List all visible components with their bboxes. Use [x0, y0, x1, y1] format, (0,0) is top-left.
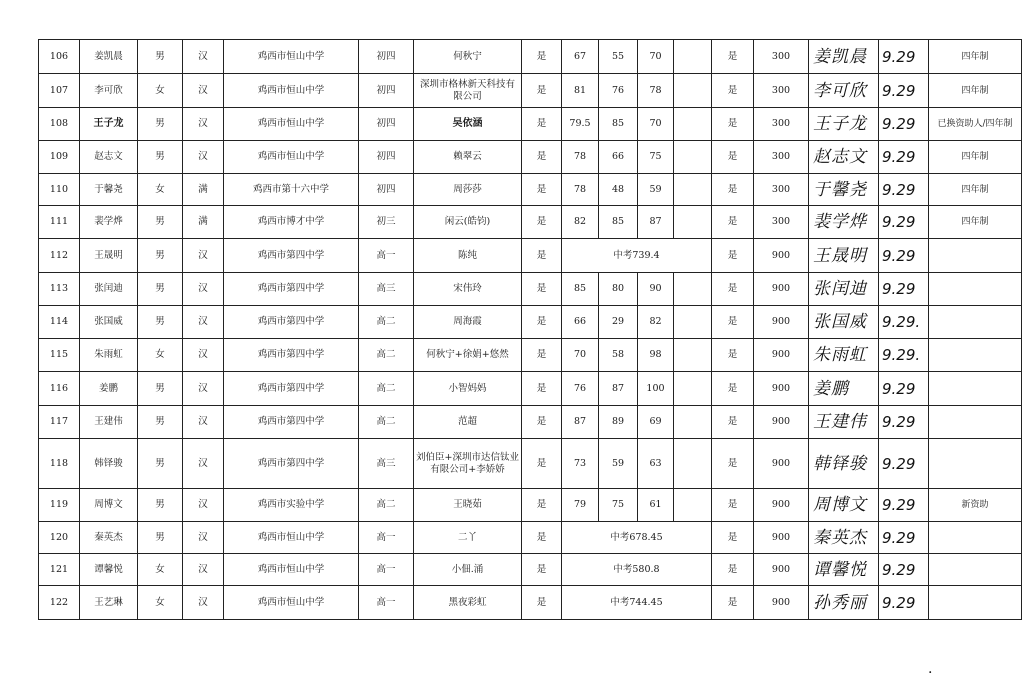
table-row [39, 406, 1022, 439]
amount-cell: 300 [754, 206, 809, 239]
score-cell: 59 [638, 174, 674, 206]
school-cell: 鸡西市博才中学 [224, 206, 359, 239]
confirm-flag-cell: 是 [712, 522, 754, 554]
note-cell [929, 406, 1022, 439]
signature-cell: 孙秀丽 [809, 586, 879, 620]
signature-cell: 赵志文 [809, 141, 879, 174]
amount-cell: 300 [754, 174, 809, 206]
confirm-flag-cell: 是 [712, 439, 754, 489]
sponsor-cell: 黑夜彩虹 [414, 586, 522, 620]
row-number-cell: 109 [39, 141, 80, 174]
blank-cell [674, 273, 712, 306]
signature-cell: 王子龙 [809, 108, 879, 141]
flag-cell: 是 [522, 74, 562, 108]
row-number-cell: 117 [39, 406, 80, 439]
student-name-cell: 裴学烨 [80, 206, 138, 239]
blank-cell [674, 40, 712, 74]
signed-date-cell: 9.29 [879, 108, 929, 141]
amount-cell: 300 [754, 40, 809, 74]
row-number-cell: 112 [39, 239, 80, 273]
score-cell: 73 [562, 439, 599, 489]
amount-cell: 900 [754, 489, 809, 522]
flag-cell: 是 [522, 108, 562, 141]
student-name-cell: 于馨尧 [80, 174, 138, 206]
gender-cell: 男 [138, 406, 183, 439]
sponsor-cell: 何秋宁 [414, 40, 522, 74]
sponsor-cell: 小智妈妈 [414, 372, 522, 406]
flag-cell: 是 [522, 174, 562, 206]
blank-cell [674, 406, 712, 439]
school-cell: 鸡西市恒山中学 [224, 108, 359, 141]
row-number-cell: 122 [39, 586, 80, 620]
signed-date-cell: 9.29 [879, 174, 929, 206]
signature-cell: 韩铎骏 [809, 439, 879, 489]
sponsor-cell: 宋伟玲 [414, 273, 522, 306]
blank-cell [674, 306, 712, 339]
confirm-flag-cell: 是 [712, 74, 754, 108]
blank-cell [674, 339, 712, 372]
sponsor-cell: 吴依涵 [414, 108, 522, 141]
amount-cell: 900 [754, 273, 809, 306]
ethnicity-cell: 汉 [183, 489, 224, 522]
signed-date-cell: 9.29 [879, 372, 929, 406]
confirm-flag-cell: 是 [712, 141, 754, 174]
school-cell: 鸡西市恒山中学 [224, 40, 359, 74]
table-row [39, 339, 1022, 372]
school-cell: 鸡西市第四中学 [224, 339, 359, 372]
signed-date-cell: 9.29 [879, 206, 929, 239]
document-sheet [38, 39, 1013, 677]
row-number-cell: 120 [39, 522, 80, 554]
confirm-flag-cell: 是 [712, 554, 754, 586]
student-name-cell: 姜凯晨 [80, 40, 138, 74]
blank-cell [674, 108, 712, 141]
student-name-cell: 王艺琳 [80, 586, 138, 620]
score-cell: 70 [638, 40, 674, 74]
confirm-flag-cell: 是 [712, 406, 754, 439]
confirm-flag-cell: 是 [712, 372, 754, 406]
signature-cell: 姜凯晨 [809, 40, 879, 74]
gender-cell: 男 [138, 239, 183, 273]
grade-cell: 初四 [359, 108, 414, 141]
blank-cell [674, 174, 712, 206]
note-cell: 四年制 [929, 40, 1022, 74]
student-name-cell: 赵志文 [80, 141, 138, 174]
gender-cell: 女 [138, 339, 183, 372]
gender-cell: 女 [138, 174, 183, 206]
row-number-cell: 121 [39, 554, 80, 586]
amount-cell: 900 [754, 339, 809, 372]
score-cell: 70 [562, 339, 599, 372]
trailing-mark: . [928, 661, 933, 677]
score-cell: 89 [599, 406, 638, 439]
table-row [39, 239, 1022, 273]
row-number-cell: 113 [39, 273, 80, 306]
table-row [39, 372, 1022, 406]
row-number-cell: 114 [39, 306, 80, 339]
school-cell: 鸡西市恒山中学 [224, 554, 359, 586]
grade-cell: 高三 [359, 439, 414, 489]
note-cell [929, 372, 1022, 406]
sponsor-cell: 闲云(皓钧) [414, 206, 522, 239]
ethnicity-cell: 汉 [183, 339, 224, 372]
note-cell [929, 239, 1022, 273]
flag-cell: 是 [522, 372, 562, 406]
grade-cell: 初四 [359, 40, 414, 74]
gender-cell: 男 [138, 372, 183, 406]
note-cell: 新资助 [929, 489, 1022, 522]
confirm-flag-cell: 是 [712, 40, 754, 74]
ethnicity-cell: 汉 [183, 40, 224, 74]
confirm-flag-cell: 是 [712, 239, 754, 273]
gender-cell: 女 [138, 586, 183, 620]
school-cell: 鸡西市第四中学 [224, 372, 359, 406]
signed-date-cell: 9.29. [879, 339, 929, 372]
exam-score-cell: 中考678.45 [562, 522, 712, 554]
score-cell: 70 [638, 108, 674, 141]
score-cell: 85 [562, 273, 599, 306]
table-row [39, 489, 1022, 522]
ethnicity-cell: 汉 [183, 439, 224, 489]
exam-score-cell: 中考580.8 [562, 554, 712, 586]
grade-cell: 初三 [359, 206, 414, 239]
grade-cell: 高二 [359, 489, 414, 522]
signed-date-cell: 9.29 [879, 554, 929, 586]
note-cell: 四年制 [929, 206, 1022, 239]
note-cell [929, 273, 1022, 306]
sponsor-cell: 王晓茹 [414, 489, 522, 522]
school-cell: 鸡西市恒山中学 [224, 141, 359, 174]
gender-cell: 女 [138, 74, 183, 108]
score-cell: 48 [599, 174, 638, 206]
student-name-cell: 姜鹏 [80, 372, 138, 406]
table-row [39, 306, 1022, 339]
signature-cell: 朱雨虹 [809, 339, 879, 372]
flag-cell: 是 [522, 406, 562, 439]
signed-date-cell: 9.29 [879, 439, 929, 489]
blank-cell [674, 439, 712, 489]
score-cell: 67 [562, 40, 599, 74]
sponsor-cell: 小佃.涌 [414, 554, 522, 586]
sponsor-cell: 陈纯 [414, 239, 522, 273]
ethnicity-cell: 汉 [183, 522, 224, 554]
school-cell: 鸡西市恒山中学 [224, 74, 359, 108]
signature-cell: 周博文 [809, 489, 879, 522]
student-name-cell: 张闰迪 [80, 273, 138, 306]
score-cell: 66 [599, 141, 638, 174]
student-name-cell: 韩铎骏 [80, 439, 138, 489]
student-name-cell: 谭馨悦 [80, 554, 138, 586]
gender-cell: 男 [138, 489, 183, 522]
student-name-cell: 李可欣 [80, 74, 138, 108]
gender-cell: 男 [138, 439, 183, 489]
score-cell: 76 [562, 372, 599, 406]
grade-cell: 高一 [359, 554, 414, 586]
score-cell: 66 [562, 306, 599, 339]
row-number-cell: 111 [39, 206, 80, 239]
sponsor-cell: 范超 [414, 406, 522, 439]
table-row [39, 586, 1022, 620]
note-cell: 已换资助人/四年制 [929, 108, 1022, 141]
score-cell: 79.5 [562, 108, 599, 141]
flag-cell: 是 [522, 489, 562, 522]
grade-cell: 高二 [359, 406, 414, 439]
amount-cell: 900 [754, 554, 809, 586]
table-row [39, 108, 1022, 141]
sponsor-cell: 二丫 [414, 522, 522, 554]
amount-cell: 900 [754, 306, 809, 339]
gender-cell: 男 [138, 108, 183, 141]
amount-cell: 900 [754, 239, 809, 273]
table-row [39, 174, 1022, 206]
school-cell: 鸡西市恒山中学 [224, 586, 359, 620]
signed-date-cell: 9.29 [879, 406, 929, 439]
score-cell: 98 [638, 339, 674, 372]
score-cell: 90 [638, 273, 674, 306]
score-cell: 87 [638, 206, 674, 239]
score-cell: 82 [638, 306, 674, 339]
note-cell [929, 439, 1022, 489]
school-cell: 鸡西市第四中学 [224, 406, 359, 439]
score-cell: 79 [562, 489, 599, 522]
score-cell: 55 [599, 40, 638, 74]
signature-cell: 秦英杰 [809, 522, 879, 554]
row-number-cell: 107 [39, 74, 80, 108]
flag-cell: 是 [522, 239, 562, 273]
blank-cell [674, 372, 712, 406]
grade-cell: 初四 [359, 74, 414, 108]
score-cell: 85 [599, 206, 638, 239]
sponsorship-table [38, 39, 1022, 620]
signed-date-cell: 9.29 [879, 522, 929, 554]
school-cell: 鸡西市第十六中学 [224, 174, 359, 206]
score-cell: 63 [638, 439, 674, 489]
score-cell: 76 [599, 74, 638, 108]
student-name-cell: 王晟明 [80, 239, 138, 273]
score-cell: 100 [638, 372, 674, 406]
score-cell: 80 [599, 273, 638, 306]
table-row [39, 522, 1022, 554]
note-cell [929, 586, 1022, 620]
signature-cell: 王建伟 [809, 406, 879, 439]
grade-cell: 初四 [359, 141, 414, 174]
student-name-cell: 张国威 [80, 306, 138, 339]
amount-cell: 300 [754, 108, 809, 141]
row-number-cell: 118 [39, 439, 80, 489]
row-number-cell: 119 [39, 489, 80, 522]
ethnicity-cell: 满 [183, 174, 224, 206]
flag-cell: 是 [522, 554, 562, 586]
ethnicity-cell: 汉 [183, 554, 224, 586]
sponsor-cell: 刘伯臣+深圳市达信钛业有限公司+李娇娇 [414, 439, 522, 489]
gender-cell: 男 [138, 206, 183, 239]
blank-cell [674, 489, 712, 522]
flag-cell: 是 [522, 586, 562, 620]
sponsor-cell: 周海霞 [414, 306, 522, 339]
grade-cell: 高一 [359, 586, 414, 620]
signed-date-cell: 9.29 [879, 141, 929, 174]
school-cell: 鸡西市实验中学 [224, 489, 359, 522]
confirm-flag-cell: 是 [712, 206, 754, 239]
signed-date-cell: 9.29 [879, 273, 929, 306]
table-row [39, 74, 1022, 108]
gender-cell: 男 [138, 273, 183, 306]
school-cell: 鸡西市第四中学 [224, 439, 359, 489]
signature-cell: 李可欣 [809, 74, 879, 108]
signed-date-cell: 9.29 [879, 40, 929, 74]
gender-cell: 男 [138, 40, 183, 74]
flag-cell: 是 [522, 439, 562, 489]
score-cell: 58 [599, 339, 638, 372]
score-cell: 87 [599, 372, 638, 406]
ethnicity-cell: 汉 [183, 108, 224, 141]
confirm-flag-cell: 是 [712, 586, 754, 620]
score-cell: 82 [562, 206, 599, 239]
score-cell: 87 [562, 406, 599, 439]
grade-cell: 高二 [359, 372, 414, 406]
table-body [39, 40, 1022, 620]
grade-cell: 高一 [359, 522, 414, 554]
amount-cell: 900 [754, 522, 809, 554]
note-cell [929, 306, 1022, 339]
student-name-cell: 周博文 [80, 489, 138, 522]
note-cell [929, 522, 1022, 554]
signature-cell: 裴学烨 [809, 206, 879, 239]
confirm-flag-cell: 是 [712, 108, 754, 141]
ethnicity-cell: 汉 [183, 406, 224, 439]
grade-cell: 高二 [359, 339, 414, 372]
student-name-cell: 朱雨虹 [80, 339, 138, 372]
note-cell: 四年制 [929, 174, 1022, 206]
amount-cell: 900 [754, 586, 809, 620]
confirm-flag-cell: 是 [712, 489, 754, 522]
score-cell: 75 [599, 489, 638, 522]
table-row [39, 40, 1022, 74]
confirm-flag-cell: 是 [712, 306, 754, 339]
sponsor-cell: 何秋宁+徐娟+悠然 [414, 339, 522, 372]
score-cell: 61 [638, 489, 674, 522]
table-row [39, 554, 1022, 586]
flag-cell: 是 [522, 141, 562, 174]
score-cell: 75 [638, 141, 674, 174]
student-name-cell: 王建伟 [80, 406, 138, 439]
ethnicity-cell: 汉 [183, 141, 224, 174]
signed-date-cell: 9.29 [879, 74, 929, 108]
table-row [39, 273, 1022, 306]
row-number-cell: 106 [39, 40, 80, 74]
blank-cell [674, 206, 712, 239]
gender-cell: 男 [138, 306, 183, 339]
flag-cell: 是 [522, 306, 562, 339]
note-cell: 四年制 [929, 141, 1022, 174]
flag-cell: 是 [522, 40, 562, 74]
confirm-flag-cell: 是 [712, 273, 754, 306]
ethnicity-cell: 汉 [183, 372, 224, 406]
school-cell: 鸡西市第四中学 [224, 273, 359, 306]
confirm-flag-cell: 是 [712, 339, 754, 372]
signature-cell: 谭馨悦 [809, 554, 879, 586]
amount-cell: 300 [754, 74, 809, 108]
grade-cell: 高三 [359, 273, 414, 306]
sponsor-cell: 周莎莎 [414, 174, 522, 206]
table-row [39, 439, 1022, 489]
row-number-cell: 115 [39, 339, 80, 372]
school-cell: 鸡西市第四中学 [224, 306, 359, 339]
signature-cell: 姜鹏 [809, 372, 879, 406]
student-name-cell: 秦英杰 [80, 522, 138, 554]
signed-date-cell: 9.29 [879, 586, 929, 620]
grade-cell: 初四 [359, 174, 414, 206]
score-cell: 29 [599, 306, 638, 339]
gender-cell: 女 [138, 554, 183, 586]
ethnicity-cell: 汉 [183, 306, 224, 339]
table-row [39, 206, 1022, 239]
exam-score-cell: 中考739.4 [562, 239, 712, 273]
signature-cell: 张国威 [809, 306, 879, 339]
ethnicity-cell: 满 [183, 206, 224, 239]
signature-cell: 于馨尧 [809, 174, 879, 206]
sponsor-cell: 深圳市格林新天科技有限公司 [414, 74, 522, 108]
amount-cell: 900 [754, 439, 809, 489]
amount-cell: 300 [754, 141, 809, 174]
gender-cell: 男 [138, 141, 183, 174]
table-row [39, 141, 1022, 174]
note-cell [929, 339, 1022, 372]
flag-cell: 是 [522, 522, 562, 554]
row-number-cell: 110 [39, 174, 80, 206]
exam-score-cell: 中考744.45 [562, 586, 712, 620]
signed-date-cell: 9.29 [879, 239, 929, 273]
signed-date-cell: 9.29 [879, 489, 929, 522]
sponsor-cell: 赖翠云 [414, 141, 522, 174]
score-cell: 81 [562, 74, 599, 108]
signed-date-cell: 9.29. [879, 306, 929, 339]
signature-cell: 张闰迪 [809, 273, 879, 306]
grade-cell: 高一 [359, 239, 414, 273]
ethnicity-cell: 汉 [183, 586, 224, 620]
gender-cell: 男 [138, 522, 183, 554]
blank-cell [674, 74, 712, 108]
note-cell [929, 554, 1022, 586]
row-number-cell: 108 [39, 108, 80, 141]
blank-cell [674, 141, 712, 174]
school-cell: 鸡西市第四中学 [224, 239, 359, 273]
score-cell: 85 [599, 108, 638, 141]
amount-cell: 900 [754, 406, 809, 439]
flag-cell: 是 [522, 273, 562, 306]
student-name-cell: 王子龙 [80, 108, 138, 141]
score-cell: 78 [638, 74, 674, 108]
confirm-flag-cell: 是 [712, 174, 754, 206]
note-cell: 四年制 [929, 74, 1022, 108]
ethnicity-cell: 汉 [183, 239, 224, 273]
grade-cell: 高二 [359, 306, 414, 339]
row-number-cell: 116 [39, 372, 80, 406]
score-cell: 78 [562, 141, 599, 174]
score-cell: 59 [599, 439, 638, 489]
score-cell: 69 [638, 406, 674, 439]
flag-cell: 是 [522, 339, 562, 372]
ethnicity-cell: 汉 [183, 74, 224, 108]
flag-cell: 是 [522, 206, 562, 239]
amount-cell: 900 [754, 372, 809, 406]
school-cell: 鸡西市恒山中学 [224, 522, 359, 554]
ethnicity-cell: 汉 [183, 273, 224, 306]
score-cell: 78 [562, 174, 599, 206]
signature-cell: 王晟明 [809, 239, 879, 273]
